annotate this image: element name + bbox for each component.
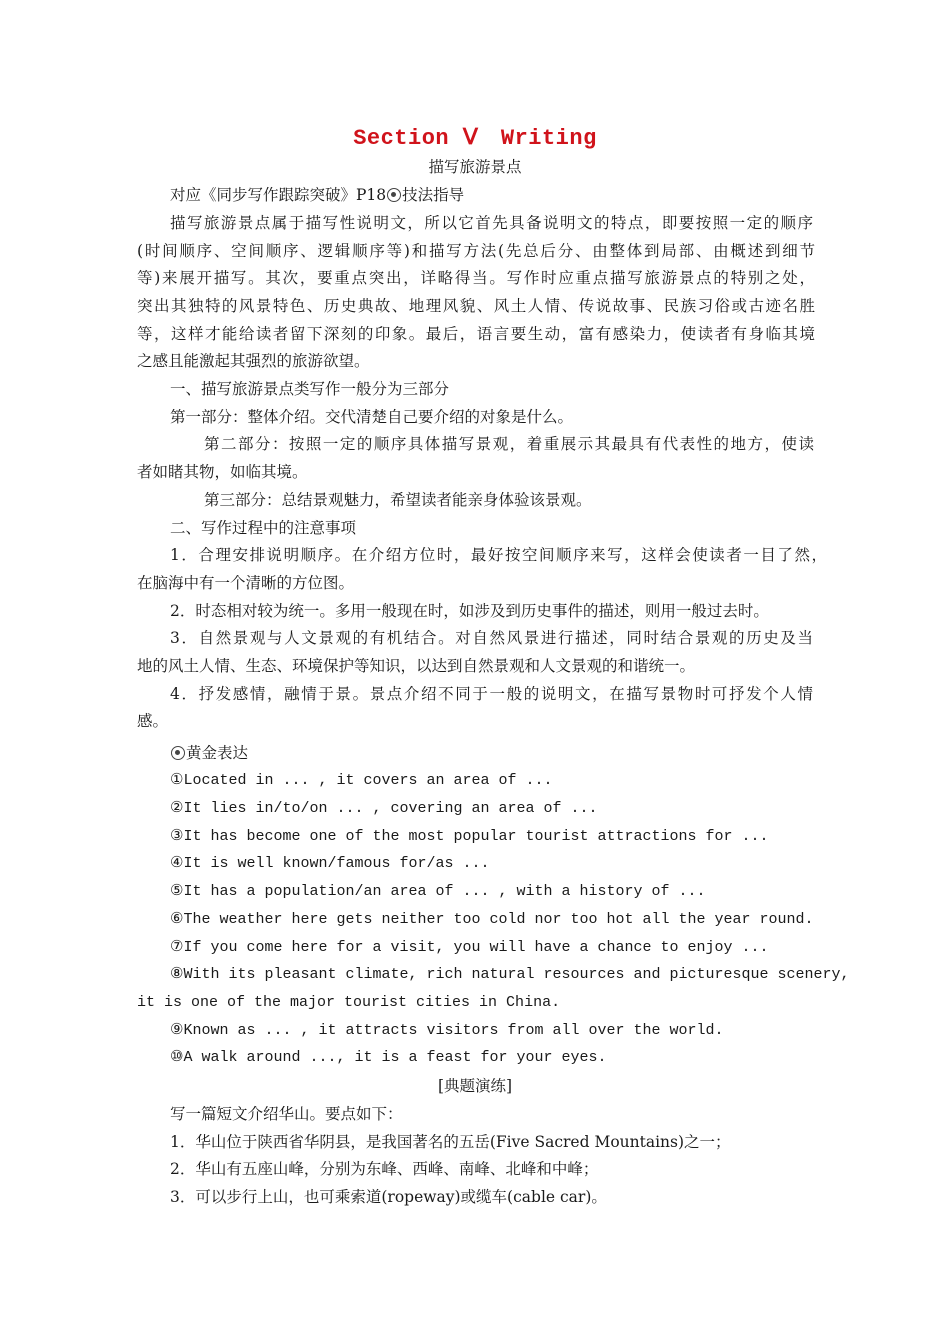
part3-text: 第三部分：总结景观魅力，希望读者能亲身体验该景观。	[204, 491, 592, 509]
expression-item: ④It is well known/famous for/as ...	[170, 855, 490, 872]
expression-item: ⑩A walk around ..., it is a feast for your eyes.	[170, 1049, 607, 1066]
practice-point: 3．可以步行上山，也可乘索道(ropeway)或缆车(cable car)。	[170, 1188, 607, 1206]
practice-point: 1．华山位于陕西省华阴县，是我国著名的五岳(Five Sacred Mountains)之一；	[170, 1133, 731, 1151]
expression-item: ⑧With its pleasant climate, rich natural resources and picturesque scenery,	[170, 966, 850, 983]
section1-heading: 一、描写旅游景点类写作一般分为三部分	[170, 380, 450, 398]
expression-item: ①Located in ... , it covers an area of ...	[170, 772, 553, 789]
section2-heading: 二、写作过程中的注意事项	[170, 519, 357, 537]
practice-prompt: 写一篇短文介绍华山。要点如下：	[170, 1105, 403, 1123]
note-item-1-cont: 在脑海中有一个清晰的方位图。	[137, 574, 355, 592]
intro-line: 等)来展开描写。其次，要重点突出，详略得当。写作时应重点描写旅游景点的特别之处，	[137, 269, 815, 287]
expression-item: ⑨Known as ... , it attracts visitors from all over the world.	[170, 1022, 724, 1039]
expression-item: ③It has become one of the most popular tourist attractions for ...	[170, 828, 769, 845]
practice-heading: [典题演练]	[437, 1077, 513, 1095]
note-item-2: 2．时态相对较为统一。多用一般现在时，如涉及到历史事件的描述，则用一般过去时。	[170, 602, 769, 620]
part2-text-cont: 者如睹其物，如临其境。	[137, 463, 308, 481]
target-bullet-icon	[387, 188, 401, 202]
note-item-1: 1．合理安排说明顺序。在介绍方位时，最好按空间顺序来写，这样会使读者一目了然，	[170, 546, 827, 564]
section-title: Section Ⅴ Writing	[353, 126, 597, 151]
practice-point: 2．华山有五座山峰，分别为东峰、西峰、南峰、北峰和中峰；	[170, 1160, 599, 1178]
section-subtitle: 描写旅游景点	[428, 158, 522, 176]
golden-heading-line	[170, 743, 850, 763]
golden-heading: 黄金表达	[186, 744, 249, 762]
intro-line: 突出其独特的风景特色、历史典故、地理风貌、风土人情、传说故事、民族习俗或古迹名胜	[137, 297, 815, 315]
reference-text: 对应《同步写作跟踪突破》P18	[170, 186, 387, 204]
expression-item: ⑤It has a population/an area of ... , with a history of ...	[170, 883, 706, 900]
technique-heading: 技法指导	[402, 186, 465, 204]
intro-line: 描写旅游景点属于描写性说明文，所以它首先具备说明文的特点，即要按照一定的顺序	[170, 214, 813, 232]
intro-line: (时间顺序、空间顺序、逻辑顺序等)和描写方法(先总后分、由整体到局部、由概述到细节	[137, 242, 815, 260]
expression-item: ⑦If you come here for a visit, you will have a chance to enjoy ...	[170, 939, 769, 956]
expression-item: ⑥The weather here gets neither too cold nor too hot all the year round.	[170, 911, 814, 928]
note-item-4-cont: 感。	[137, 712, 169, 730]
expression-item-cont: it is one of the major tourist cities in China.	[137, 994, 561, 1011]
intro-line: 之感且能激起其强烈的旅游欲望。	[137, 352, 370, 370]
target-bullet-icon	[171, 746, 185, 760]
note-item-4: 4．抒发感情，融情于景。景点介绍不同于一般的说明文，在描写景物时可抒发个人情	[170, 685, 813, 703]
note-item-3: 3．自然景观与人文景观的有机结合。对自然风景进行描述，同时结合景观的历史及当	[170, 629, 813, 647]
intro-line: 等，这样才能给读者留下深刻的印象。最后，语言要生动，富有感染力，使读者有身临其境	[137, 325, 815, 343]
part2-text: 第二部分：按照一定的顺序具体描写景观，着重展示其最具有代表性的地方，使读	[204, 435, 814, 453]
expression-item: ②It lies in/to/on ... , covering an area of ...	[170, 800, 598, 817]
reference-line	[170, 185, 850, 205]
part1-text: 第一部分：整体介绍。交代清楚自己要介绍的对象是什么。	[170, 408, 574, 426]
note-item-3-cont: 地的风土人情、生态、环境保护等知识，以达到自然景观和人文景观的和谐统一。	[137, 657, 696, 675]
